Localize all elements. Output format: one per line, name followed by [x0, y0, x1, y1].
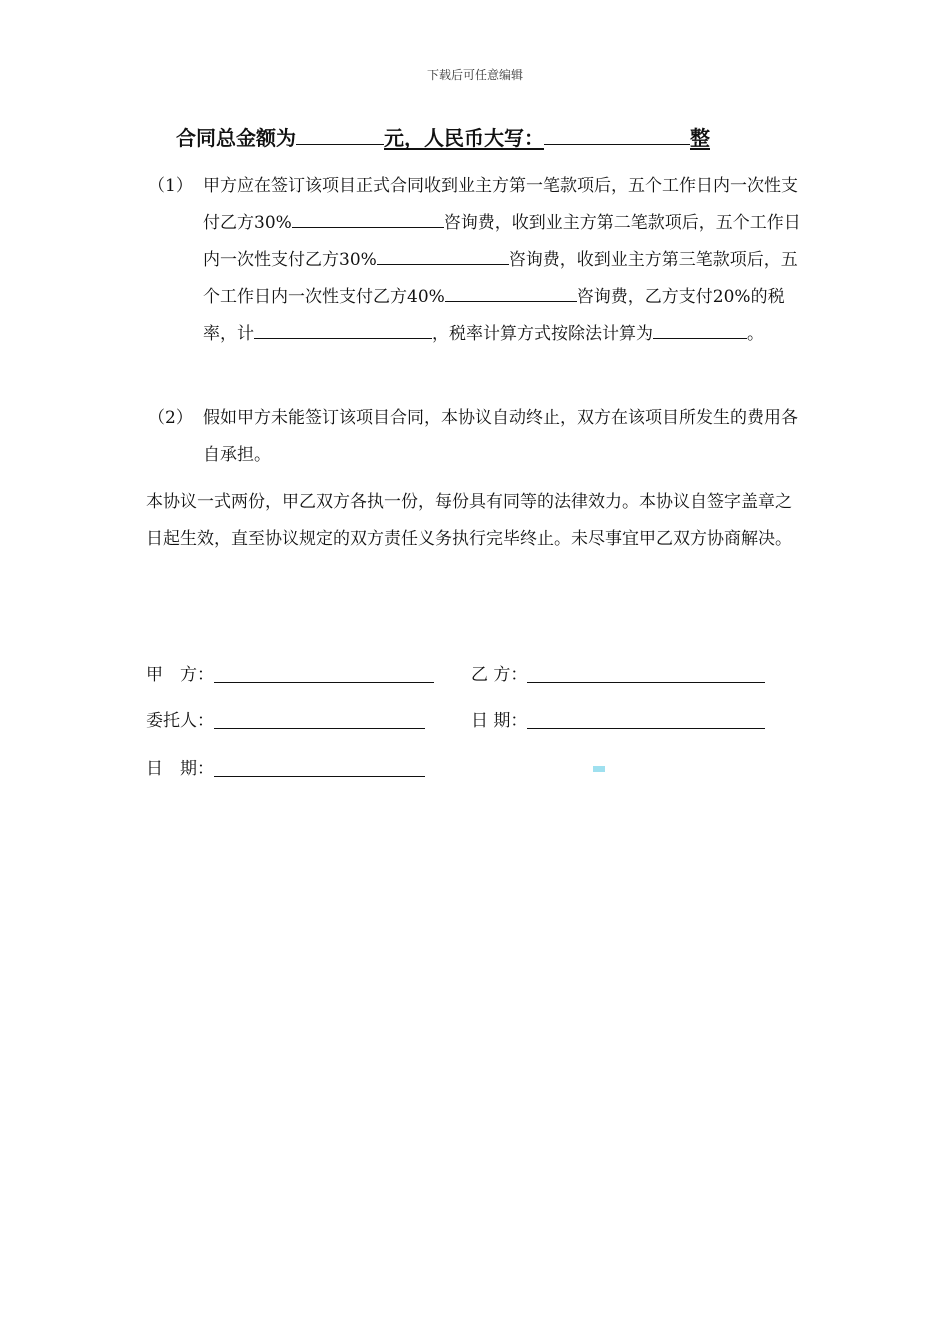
- party-b-label: 乙 方：: [471, 665, 528, 685]
- clause-1-text-4: 咨询费，乙方支付20%的税率，计: [203, 287, 785, 344]
- clause-1-text-3: 咨询费，收到业主方第三笔款项后，五个工作日内一次性支付乙方40%: [203, 250, 798, 307]
- date-left-row: [146, 754, 425, 779]
- tax-amount-blank[interactable]: [254, 320, 432, 339]
- party-a-row: [146, 660, 434, 685]
- party-b-row: [471, 660, 765, 685]
- agent-label: 委托人：: [146, 711, 214, 731]
- clause-1-text-2: 咨询费，收到业主方第二笔款项后，五个工作日内一次性支付乙方30%: [203, 213, 801, 270]
- amount-blank[interactable]: [296, 123, 384, 145]
- title-label-zheng: 整: [690, 126, 710, 150]
- clause-1-body: [203, 168, 808, 353]
- party-a-signature-line[interactable]: [214, 665, 434, 683]
- party-a-label: 甲 方：: [146, 665, 214, 685]
- closing-paragraph: 本协议一式两份，甲乙双方各执一份，每份具有同等的法律效力。本协议自签字盖章之日起生效，直至协议规定的双方责任义务执行完毕终止。未尽事宜甲乙双方协商解决。: [146, 492, 792, 549]
- payment-2-blank[interactable]: [377, 246, 509, 265]
- tax-calc-blank[interactable]: [653, 320, 747, 339]
- date-right-row: [471, 706, 765, 731]
- clause-2: [148, 400, 808, 474]
- payment-3-blank[interactable]: [445, 283, 577, 302]
- title-label-total: 合同总金额为: [176, 126, 296, 150]
- clause-1-number: （1）: [148, 176, 193, 196]
- contract-amount-title: [176, 122, 796, 151]
- title-label-rmb: 元，人民币大写：: [384, 126, 544, 150]
- header-note: 下载后可任意编辑: [426, 68, 523, 82]
- party-b-signature-line[interactable]: [527, 665, 765, 683]
- payment-1-blank[interactable]: [292, 209, 444, 228]
- clause-1-text-5: ，税率计算方式按除法计算为: [432, 324, 653, 344]
- clause-2-number: （2）: [148, 408, 193, 428]
- amount-words-blank[interactable]: [544, 123, 690, 145]
- date-left-line[interactable]: [214, 759, 425, 777]
- clause-2-body: 假如甲方未能签订该项目合同，本协议自动终止，双方在该项目所发生的费用各自承担。: [203, 408, 798, 465]
- cursor-marker: [593, 766, 605, 772]
- date-right-line[interactable]: [527, 711, 765, 729]
- agent-signature-line[interactable]: [214, 711, 425, 729]
- clause-1: [148, 168, 808, 353]
- date-right-label: 日 期：: [471, 711, 528, 731]
- clause-1-text-6: 。: [747, 324, 764, 344]
- agent-row: [146, 706, 425, 731]
- date-left-label: 日 期：: [146, 759, 214, 779]
- clause-1-text-1: 甲方应在签订该项目正式合同收到业主方第一笔款项后，五个工作日内一次性支付乙方30%: [203, 176, 798, 233]
